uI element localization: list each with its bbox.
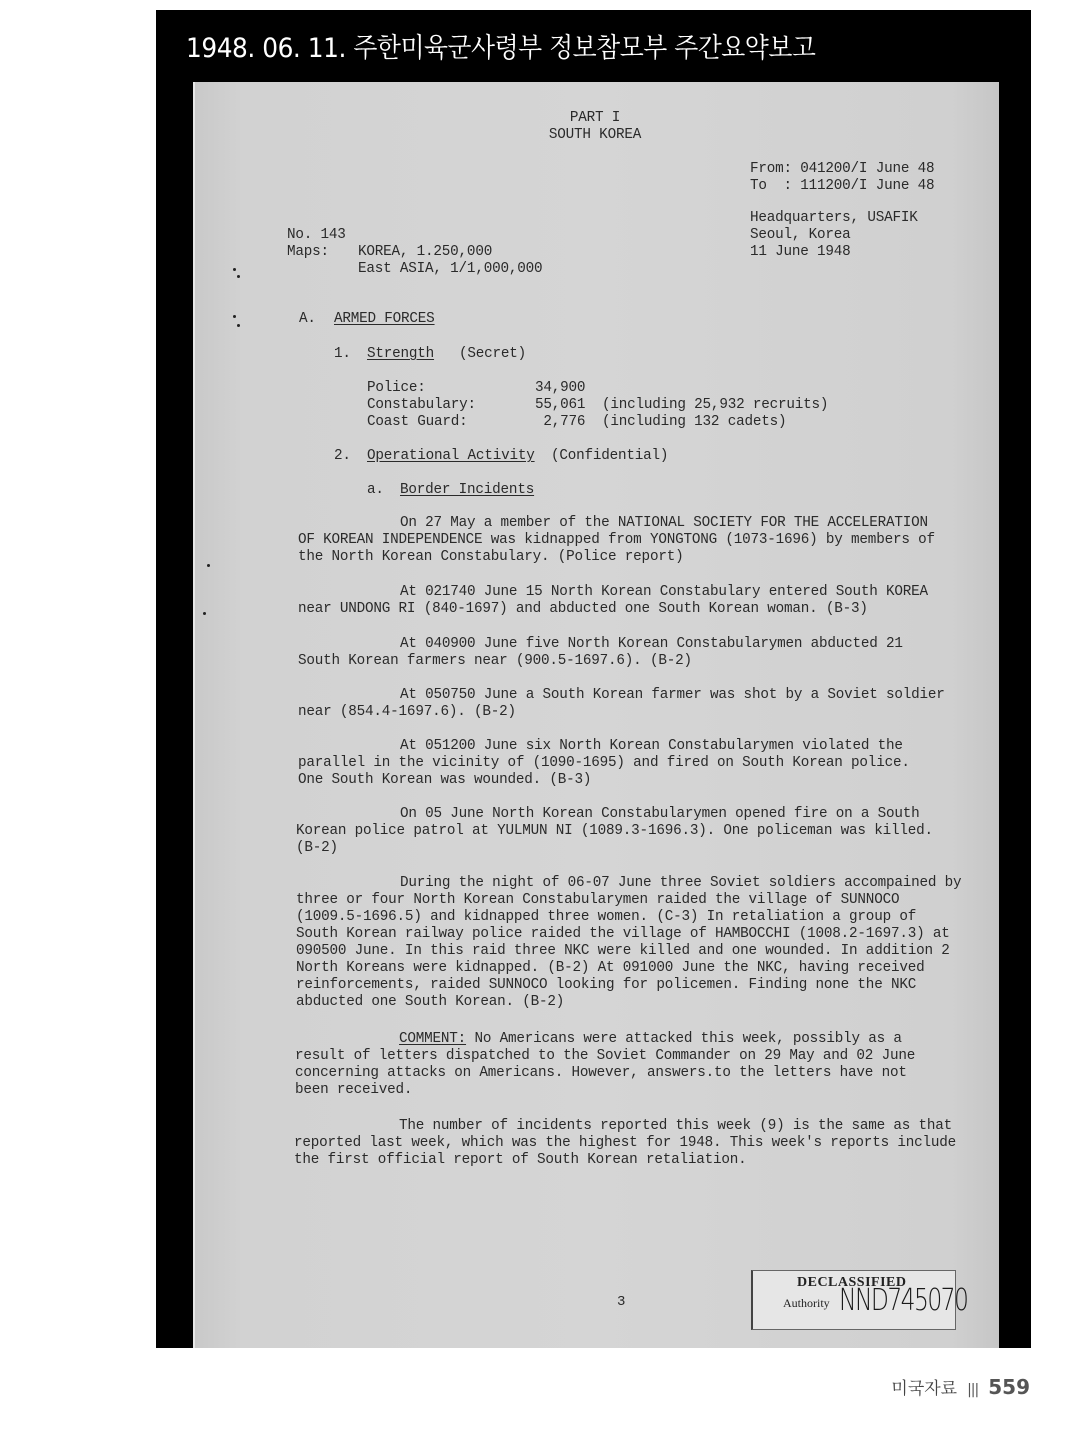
stamp-authority-number: NND745070 <box>839 1283 968 1318</box>
footer-separator: ||| <box>967 1382 979 1398</box>
footer-section: 미국자료 <box>891 1379 958 1399</box>
strength-value: 55,061 <box>535 397 586 413</box>
item-title: Operational Activity <box>367 448 535 464</box>
item-marker: 2. <box>334 448 351 464</box>
subitem-marker: a. <box>367 482 384 498</box>
maps-entry: East ASIA, 1/1,000,000 <box>358 261 543 277</box>
strength-note: (including 25,932 recruits) <box>602 397 829 413</box>
hq-location: Seoul, Korea <box>750 227 851 243</box>
part-heading: PART I <box>569 110 621 126</box>
punch-mark <box>233 268 236 271</box>
footer-page-number: 559 <box>988 1375 1030 1399</box>
strength-label: Constabulary: <box>367 397 476 413</box>
strength-value: 2,776 <box>535 414 586 430</box>
section-marker: A. <box>299 311 316 327</box>
punch-mark <box>237 324 240 327</box>
punch-mark <box>237 275 240 278</box>
incident-paragraph: On 05 June North Korean Constabularymen opened fire on a South Korean police patrol at YULMUN NI (1089.3-1696.3). One policeman was killed. (B-2) <box>296 806 933 856</box>
region-heading: SOUTH KOREA <box>548 127 642 143</box>
item-marker: 1. <box>334 346 351 362</box>
document-page-number: 3 <box>617 1294 626 1310</box>
incident-paragraph: During the night of 06-07 June three Soviet soldiers accompained by three or four North Korean Constabularymen raided the village of SUNNOCO (1009.5-1696.5) and kidnapped three women. (C-3) In retaliation a group of South Korean railway police raided the village of HAMBOCCHI (1008.2-1697.3) at 090500 June. In this raid three NKC were killed and one wounded. In addition 2 North Koreans were kidnapped. (B-2) At 091000 June the NKC, having received reinforcements, raided SUNNOCO looking for policemen. Finding none the NKC abducted one South Korean. (B-2) <box>296 875 962 1010</box>
scanned-document <box>193 82 999 1348</box>
incident-paragraph: At 050750 June a South Korean farmer was shot by a Soviet soldier near (854.4-1697.6). (B-2) <box>298 687 945 720</box>
stamp-title: DECLASSIFIED <box>797 1275 907 1290</box>
incident-paragraph: At 021740 June 15 North Korean Constabulary entered South KOREA near UNDONG RI (840-1697) and abducted one South Korean woman. (B-3) <box>298 584 928 617</box>
report-number: No. 143 <box>287 227 346 243</box>
punch-mark <box>207 564 210 567</box>
hq-name: Headquarters, USAFIK <box>750 210 918 226</box>
comment-paragraph <box>295 1031 935 1099</box>
strength-value: 34,900 <box>535 380 586 396</box>
period-from: From: 041200/I June 48 <box>750 161 935 177</box>
page-title: 1948. 06. 11. 주한미육군사령부 정보참모부 주간요약보고 <box>186 33 816 64</box>
document-frame <box>156 10 1031 1348</box>
classification: (Secret) <box>459 346 527 362</box>
punch-mark <box>203 612 206 615</box>
closing-paragraph: The number of incidents reported this week (9) is the same as that reported last week, which was the highest for 1948. This week's reports include the first official report of South Korean retaliation. <box>294 1118 956 1168</box>
declassified-stamp <box>751 1270 968 1330</box>
report-date: 11 June 1948 <box>750 244 851 260</box>
classification: (Confidential) <box>551 448 669 464</box>
strength-label: Police: <box>367 380 426 396</box>
subitem-title: Border Incidents <box>400 482 535 498</box>
strength-label: Coast Guard: <box>367 414 468 430</box>
comment-text: No Americans were attacked this week, possibly as a result of letters dispatched to the Soviet Commander on 29 May and 02 June concerning attacks on Americans. However, answers.to the letters have not been received. <box>295 1031 916 1098</box>
incident-paragraph: At 051200 June six North Korean Constabularymen violated the parallel in the vicinity of (1090-1695) and fired on South Korean police. One South Korean was wounded. (B-3) <box>298 738 910 788</box>
maps-label: Maps: <box>287 244 329 260</box>
item-title: Strength <box>367 346 435 362</box>
strength-note: (including 132 cadets) <box>602 414 787 430</box>
incident-paragraph: On 27 May a member of the NATIONAL SOCIETY FOR THE ACCELERATION OF KOREAN INDEPENDENCE was kidnapped from YONGTONG (1073-1696) by members of the North Korean Constabulary. (Police report) <box>298 515 935 565</box>
maps-entry: KOREA, 1.250,000 <box>358 244 493 260</box>
section-title: ARMED FORCES <box>334 311 435 327</box>
punch-mark <box>233 315 236 318</box>
period-to: To : 111200/I June 48 <box>750 178 935 194</box>
stamp-authority-label: Authority <box>783 1296 830 1310</box>
page-footer <box>891 1374 1030 1399</box>
incident-paragraph: At 040900 June five North Korean Constabularymen abducted 21 South Korean farmers near (900.5-1697.6). (B-2) <box>298 636 903 669</box>
comment-label: COMMENT: <box>399 1031 467 1047</box>
